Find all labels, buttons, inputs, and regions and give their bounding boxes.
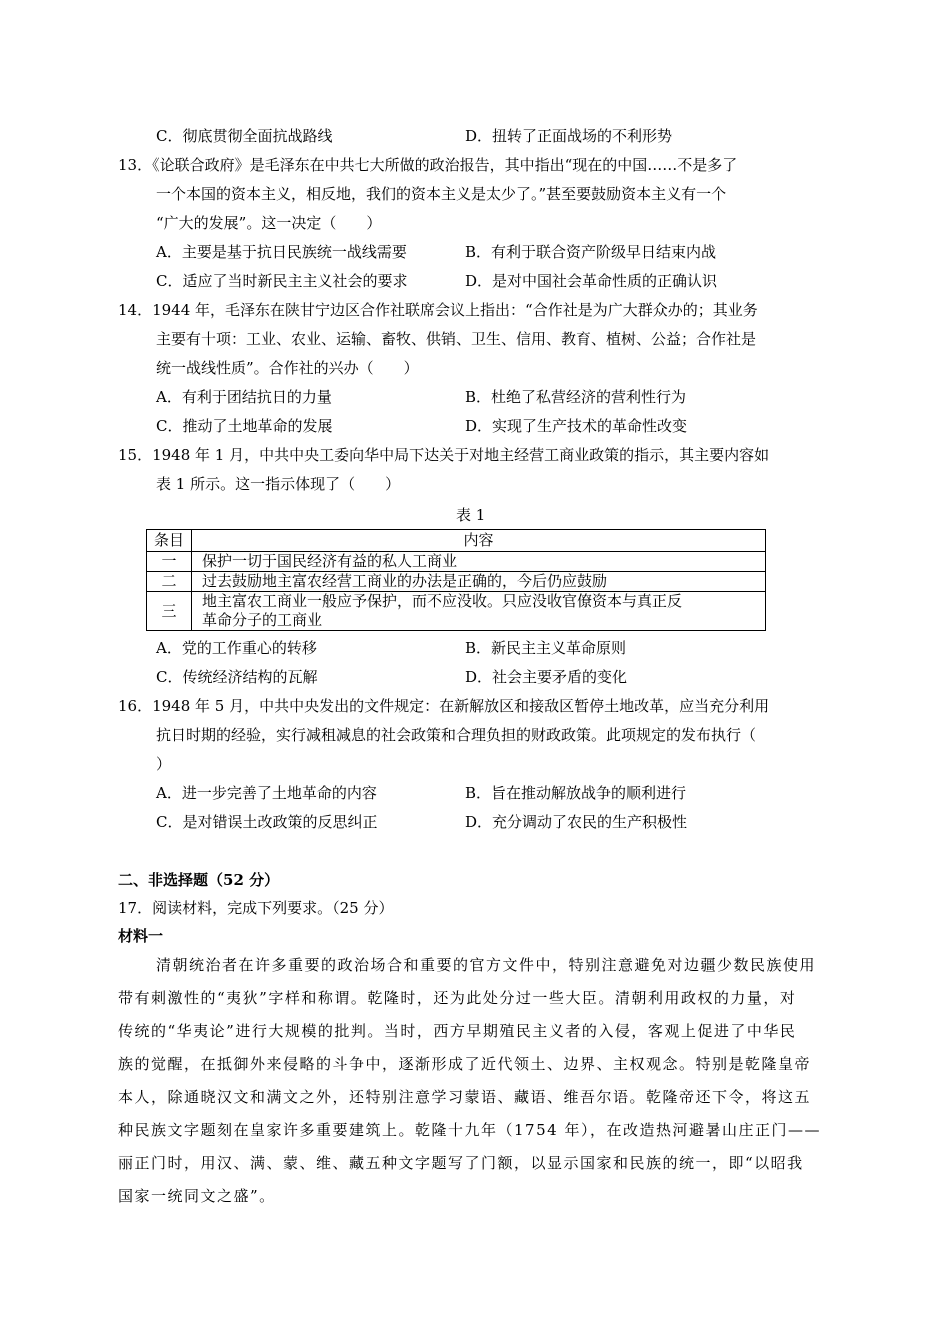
table-row: [147, 572, 766, 592]
table-row: [147, 552, 766, 572]
q16-stem-line-1: 16．1948 年 5 月，中共中央发出的文件规定：在新解放区和接敌区暂停土地改革，应当充分利用: [118, 697, 770, 715]
q17-stem: 17．阅读材料，完成下列要求。（25 分）: [118, 899, 394, 917]
table-caption: 表 1: [456, 506, 486, 524]
material-line-7: 丽正门时，用汉、满、蒙、维、藏五种文字题写了门额，以显示国家和民族的统一，即“以昭我: [118, 1154, 804, 1172]
material-line-5: 本人，除通晓汉文和满文之外，还特别注意学习蒙语、藏语、维吾尔语。乾隆帝还下令，将这五: [118, 1088, 812, 1106]
material-line-4: 族的觉醒，在抵御外来侵略的斗争中，逐渐形成了近代领土、边界、主权观念。特别是乾隆皇帝: [118, 1055, 812, 1073]
q14-option-c: C．推动了土地革命的发展: [156, 417, 333, 435]
policy-table: [146, 529, 766, 631]
table-header-content: 内容: [192, 530, 766, 552]
q15-option-c: C．传统经济结构的瓦解: [156, 668, 318, 686]
q13-stem-line-3: “广大的发展”。这一决定（ ）: [156, 214, 382, 232]
q15-option-a: A．党的工作重心的转移: [156, 639, 317, 657]
q13-option-a: A．主要是基于抗日民族统一战线需要: [156, 243, 407, 261]
q16-option-b: B．旨在推动解放战争的顺利进行: [465, 784, 687, 802]
material-line-8: 国家一统同文之盛”。: [118, 1187, 276, 1205]
q16-option-d: D．充分调动了农民的生产积极性: [465, 813, 688, 831]
q13-stem-line-1: 13．《论联合政府》是毛泽东在中共七大所做的政治报告，其中指出“现在的中国……不是多了: [118, 156, 738, 174]
table-row: [147, 592, 766, 631]
q13-option-b: B．有利于联合资产阶级早日结束内战: [465, 243, 717, 261]
table-row-number: 一: [147, 552, 192, 572]
material-label: 材料一: [118, 927, 164, 945]
q15-stem-line-2: 表 1 所示。这一指示体现了（ ）: [156, 475, 401, 493]
q12-option-d: D．扭转了正面战场的不利形势: [465, 127, 673, 145]
table-header-item: 条目: [147, 530, 192, 552]
q16-option-c: C．是对错误土改政策的反思纠正: [156, 813, 378, 831]
table-row-content: 地主富农工商业一般应予保护，而不应没收。只应没收官僚资本与真正反 革命分子的工商业: [192, 592, 766, 631]
table-header-row: [147, 530, 766, 552]
q15-option-d: D．社会主要矛盾的变化: [465, 668, 628, 686]
table-row-number: 三: [147, 592, 192, 631]
q14-option-b: B．杜绝了私营经济的营利性行为: [465, 388, 687, 406]
material-line-3: 传统的“华夷论”进行大规模的批判。当时，西方早期殖民主义者的入侵，客观上促进了中华民: [118, 1022, 797, 1040]
q16-stem-line-2: 抗日时期的经验，实行减租减息的社会政策和合理负担的财政政策。此项规定的发布执行（: [156, 726, 757, 744]
q16-stem-line-3: ）: [156, 755, 172, 773]
q16-option-a: A．进一步完善了土地革命的内容: [156, 784, 377, 802]
material-line-1: 清朝统治者在许多重要的政治场合和重要的官方文件中，特别注意避免对边疆少数民族使用: [156, 956, 817, 974]
q14-stem-line-1: 14．1944 年，毛泽东在陕甘宁边区合作社联席会议上指出：“合作社是为广大群众办的；其业务: [118, 301, 758, 319]
material-line-2: 带有刺激性的“夷狄”字样和称谓。乾隆时，还为此处分过一些大臣。清朝利用政权的力量，对: [118, 989, 797, 1007]
q14-option-d: D．实现了生产技术的革命性改变: [465, 417, 688, 435]
q12-option-c: C．彻底贯彻全面抗战路线: [156, 127, 333, 145]
q14-stem-line-3: 统一战线性质”。合作社的兴办（ ）: [156, 359, 419, 377]
q13-option-c: C．适应了当时新民主主义社会的要求: [156, 272, 408, 290]
q14-option-a: A．有利于团结抗日的力量: [156, 388, 332, 406]
section-heading: 二、非选择题（52 分）: [118, 871, 280, 889]
q14-stem-line-2: 主要有十项：工业、农业、运输、畜牧、供销、卫生、信用、教育、植树、公益；合作社是: [156, 330, 757, 348]
q13-stem-line-2: 一个本国的资本主义，相反地，我们的资本主义是太少了。”甚至要鼓励资本主义有一个: [156, 185, 727, 203]
material-line-6: 种民族文字题刻在皇家许多重要建筑上。乾隆十九年（1754 年），在改造热河避暑山庄正门——: [118, 1121, 821, 1139]
q15-stem-line-1: 15．1948 年 1 月，中共中央工委向华中局下达关于对地主经营工商业政策的指示，其主要内容如: [118, 446, 770, 464]
table-row-content: 保护一切于国民经济有益的私人工商业: [192, 552, 766, 572]
table-row-number: 二: [147, 572, 192, 592]
table-row-content: 过去鼓励地主富农经营工商业的办法是正确的，今后仍应鼓励: [192, 572, 766, 592]
q13-option-d: D．是对中国社会革命性质的正确认识: [465, 272, 718, 290]
q15-option-b: B．新民主主义革命原则: [465, 639, 627, 657]
